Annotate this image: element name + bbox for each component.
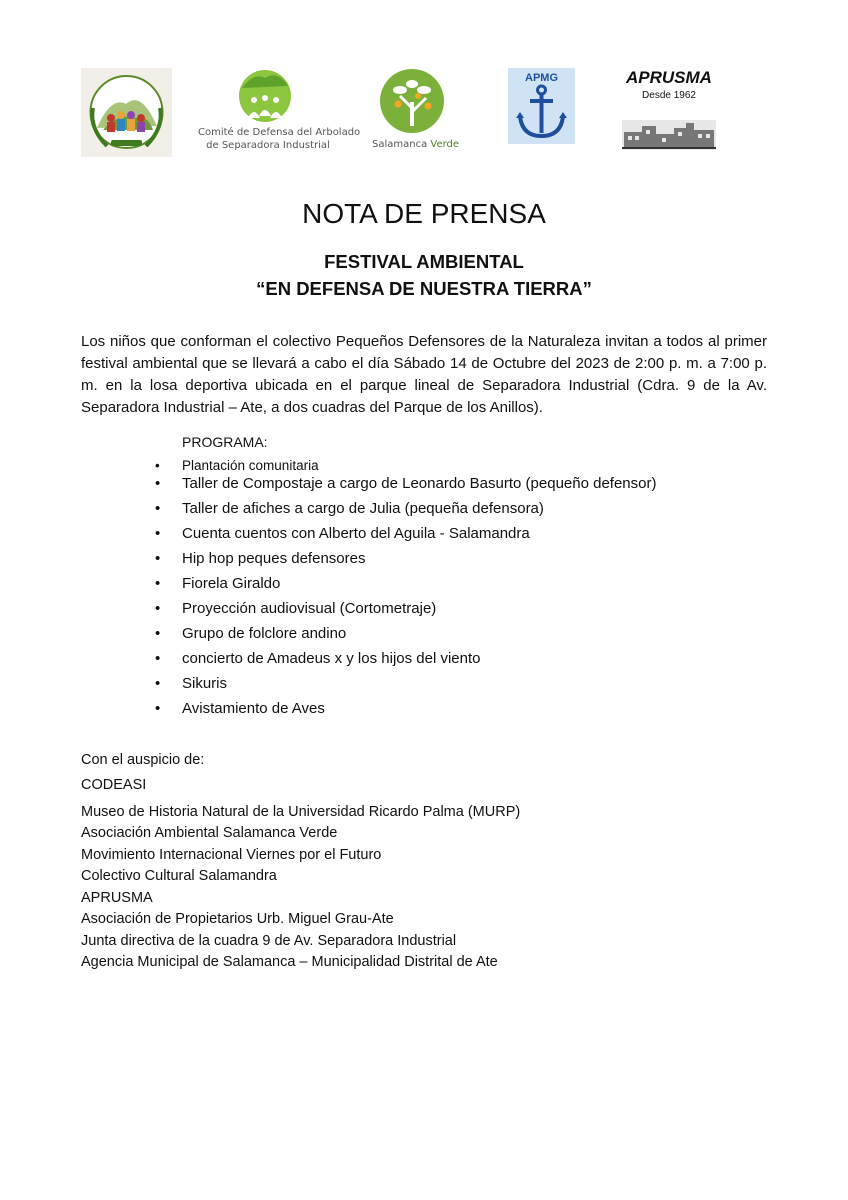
program-item: Hip hop peques defensores bbox=[182, 550, 366, 567]
sponsors-title: Con el auspicio de: bbox=[81, 752, 205, 768]
verde-caption-part: Verde bbox=[430, 139, 460, 150]
list-item bbox=[0, 574, 848, 599]
program-item: Fiorela Giraldo bbox=[182, 575, 281, 592]
intro-paragraph: Los niños que conforman el colectivo Pequeños Defensores de la Naturaleza invitan a todos al primer festival ambiental que se llevará a cabo el día Sábado 14 de Octubre del 2023 de 2:00 p. m. a 7:00 p. m. en la losa deportiva ubicada en el parque lineal de Separadora Industrial (Cdra. 9 de la Av. Separadora Industrial – Ate, a dos cuadras del Parque de los Anillos). bbox=[81, 333, 767, 416]
list-item bbox=[0, 456, 848, 474]
bullet: • bbox=[155, 600, 161, 617]
anchor-icon bbox=[508, 68, 575, 144]
pequenos-defensores-emblem-icon bbox=[81, 68, 172, 157]
building-illustration-icon bbox=[622, 120, 716, 150]
sponsors-section bbox=[81, 749, 520, 974]
sponsor-item: Colectivo Cultural Salamandra bbox=[81, 868, 277, 884]
list-item bbox=[0, 499, 848, 524]
program-title: PROGRAMA: bbox=[182, 434, 268, 450]
program-item: Grupo de folclore andino bbox=[182, 625, 347, 642]
program-item: Avistamiento de Aves bbox=[182, 700, 325, 717]
bullet: • bbox=[155, 500, 161, 517]
salamanca-caption-part: Salamanca bbox=[372, 139, 431, 150]
program-item: Proyección audiovisual (Cortometraje) bbox=[182, 600, 437, 617]
comite-caption-line-2: de Separadora Industrial bbox=[206, 140, 330, 151]
subtitle-line-2: “EN DEFENSA DE NUESTRA TIERRA” bbox=[256, 278, 592, 299]
salamanca-verde-caption bbox=[372, 138, 460, 151]
sponsor-item: Agencia Municipal de Salamanca – Municipalidad Distrital de Ate bbox=[81, 954, 498, 970]
bullet: • bbox=[155, 475, 161, 492]
list-item bbox=[0, 474, 848, 499]
sponsor-item: Museo de Historia Natural de la Universidad Ricardo Palma (MURP) bbox=[81, 803, 521, 820]
bullet: • bbox=[155, 700, 161, 717]
sponsor-item: Asociación de Propietarios Urb. Miguel Grau-Ate bbox=[81, 911, 394, 927]
subtitle-line-1: FESTIVAL AMBIENTAL bbox=[324, 251, 524, 272]
program-list bbox=[0, 456, 848, 724]
list-item bbox=[0, 524, 848, 549]
bullet: • bbox=[155, 458, 160, 473]
program-item: concierto de Amadeus x y los hijos del viento bbox=[182, 650, 481, 667]
program-item: Taller de Compostaje a cargo de Leonardo Basurto (pequeño defensor) bbox=[182, 475, 657, 492]
logo-row bbox=[0, 62, 848, 162]
aprusma-label: APRUSMA bbox=[626, 68, 712, 87]
apmg-label: APMG bbox=[525, 72, 558, 84]
bullet: • bbox=[155, 525, 161, 542]
apmg-logo bbox=[508, 68, 575, 144]
sponsor-item: APRUSMA bbox=[81, 889, 153, 906]
page-title: NOTA DE PRENSA bbox=[302, 198, 546, 229]
event-subtitle bbox=[0, 248, 848, 302]
aprusma-since: Desde 1962 bbox=[642, 90, 696, 101]
sponsor-item: CODEASI bbox=[81, 777, 147, 793]
program-item: Sikuris bbox=[182, 675, 228, 692]
pequenos-defensores-logo bbox=[81, 68, 172, 157]
comite-defensa-arbolado-logo bbox=[198, 68, 361, 152]
list-item bbox=[0, 699, 848, 724]
sponsor-item: Asociación Ambiental Salamanca Verde bbox=[81, 825, 338, 841]
bullet: • bbox=[155, 625, 161, 642]
program-item: Plantación comunitaria bbox=[182, 458, 319, 473]
list-item bbox=[0, 549, 848, 574]
bullet: • bbox=[155, 550, 161, 567]
list-item bbox=[0, 649, 848, 674]
list-item bbox=[0, 674, 848, 699]
bullet: • bbox=[155, 650, 161, 667]
bullet: • bbox=[155, 575, 161, 592]
salamanca-verde-tree-icon bbox=[372, 68, 452, 134]
comite-caption-line-1: Comité de Defensa del Arbolado bbox=[198, 127, 361, 138]
list-item bbox=[0, 599, 848, 624]
program-item: Taller de afiches a cargo de Julia (pequeña defensora) bbox=[182, 500, 544, 517]
sponsor-item: Movimiento Internacional Viernes por el Futuro bbox=[81, 846, 382, 863]
aprusma-logo bbox=[622, 68, 716, 150]
list-item bbox=[0, 624, 848, 649]
program-item: Cuenta cuentos con Alberto del Aguila - Salamandra bbox=[182, 525, 530, 542]
salamanca-verde-logo bbox=[372, 68, 460, 151]
bullet: • bbox=[155, 675, 161, 692]
sponsor-item: Junta directiva de la cuadra 9 de Av. Separadora Industrial bbox=[81, 932, 457, 949]
tree-people-icon bbox=[198, 68, 338, 126]
